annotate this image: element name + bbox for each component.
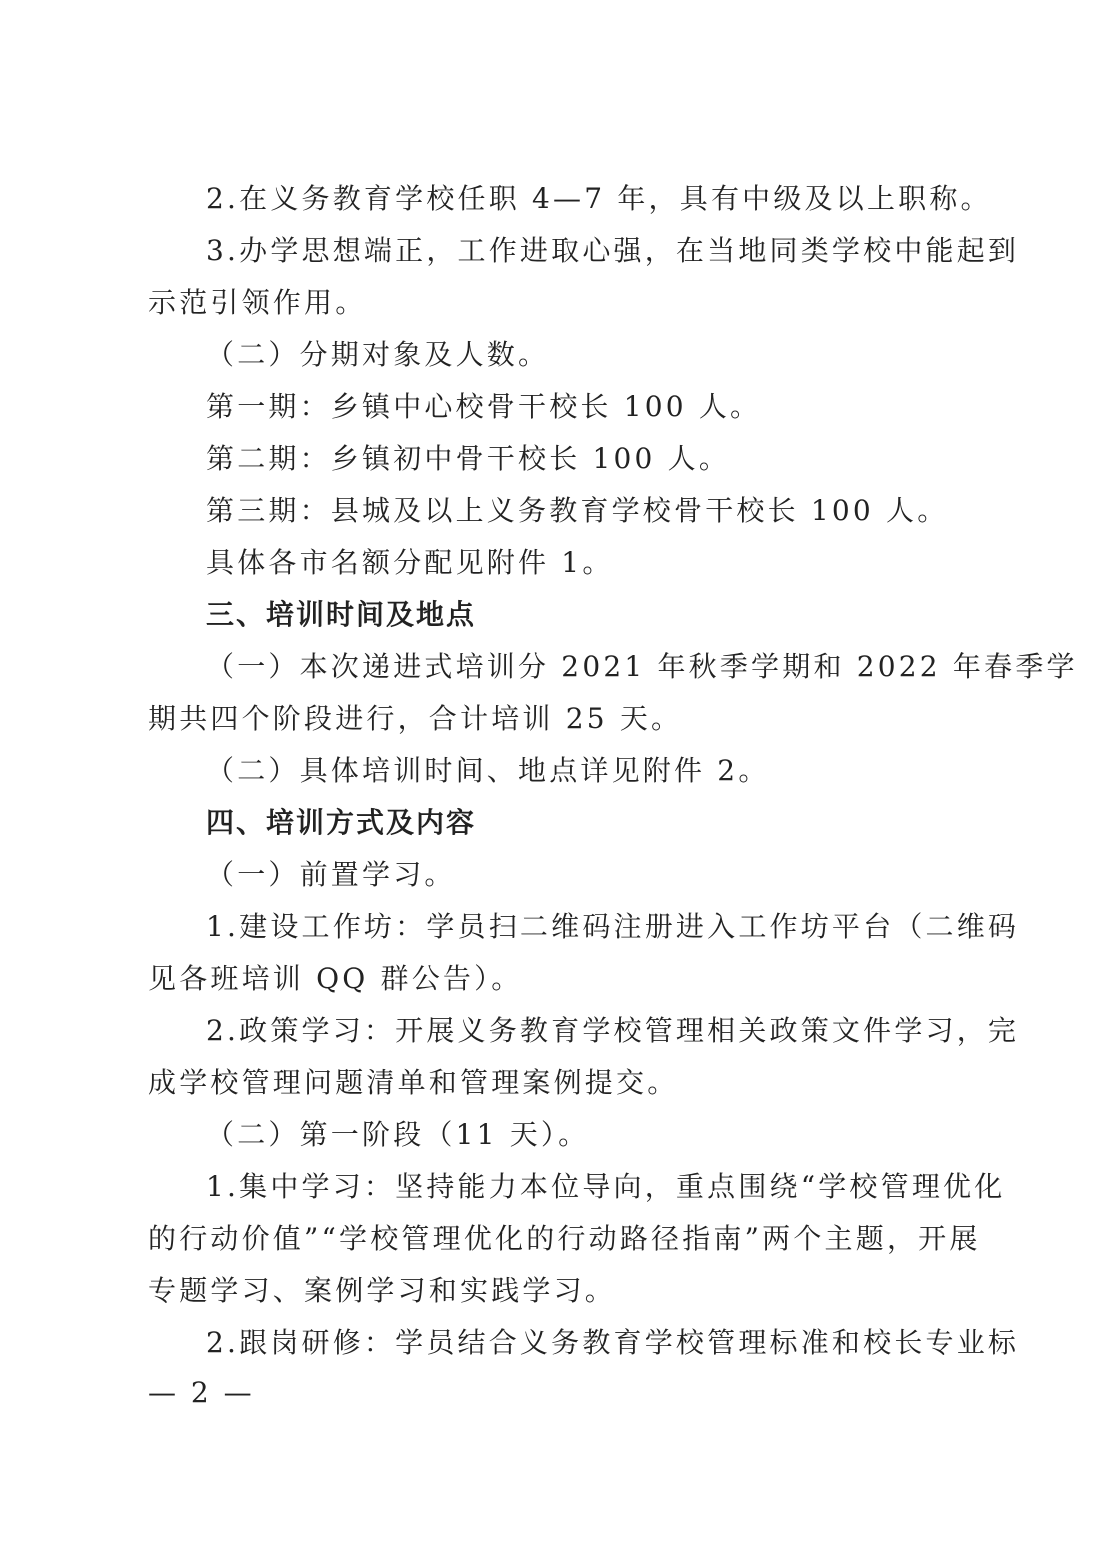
section-subheading: （二）第一阶段（11 天）。 (206, 1118, 590, 1151)
paragraph-line: 第二期：乡镇初中骨干校长 100 人。 (206, 442, 731, 475)
paragraph-line: 期共四个阶段进行，合计培训 25 天。 (148, 702, 683, 735)
paragraph-line: 具体各市名额分配见附件 1。 (206, 546, 614, 579)
section-heading: 三、培训时间及地点 (206, 598, 477, 631)
page-number: — 2 — (148, 1376, 255, 1409)
section-subheading: （二）分期对象及人数。 (206, 338, 550, 371)
paragraph-line: 第三期：县城及以上义务教育学校骨干校长 100 人。 (206, 494, 949, 527)
paragraph-line: 1.建设工作坊：学员扫二维码注册进入工作坊平台（二维码 (206, 910, 1020, 943)
paragraph-line: 1.集中学习：坚持能力本位导向，重点围绕“学校管理优化 (206, 1170, 1006, 1203)
paragraph-line: 示范引领作用。 (148, 286, 367, 319)
paragraph-line: 2.跟岗研修：学员结合义务教育学校管理标准和校长专业标 (206, 1326, 1020, 1359)
paragraph-line: 专题学习、案例学习和实践学习。 (148, 1274, 617, 1307)
paragraph-line: （二）具体培训时间、地点详见附件 2。 (206, 754, 770, 787)
paragraph-line: 的行动价值”“学校管理优化的行动路径指南”两个主题，开展 (148, 1222, 981, 1255)
paragraph-line: 成学校管理问题清单和管理案例提交。 (148, 1066, 679, 1099)
paragraph-line: （一）本次递进式培训分 2021 年秋季学期和 2022 年春季学 (206, 650, 1078, 683)
paragraph-line: 2.在义务教育学校任职 4—7 年，具有中级及以上职称。 (206, 182, 992, 215)
paragraph-line: 第一期：乡镇中心校骨干校长 100 人。 (206, 390, 762, 423)
paragraph-line: 2.政策学习：开展义务教育学校管理相关政策文件学习，完 (206, 1014, 1020, 1047)
section-heading: 四、培训方式及内容 (206, 806, 477, 839)
paragraph-line: 见各班培训 QQ 群公告）。 (148, 962, 523, 995)
paragraph-line: 3.办学思想端正，工作进取心强，在当地同类学校中能起到 (206, 234, 1020, 267)
section-subheading: （一）前置学习。 (206, 858, 456, 891)
